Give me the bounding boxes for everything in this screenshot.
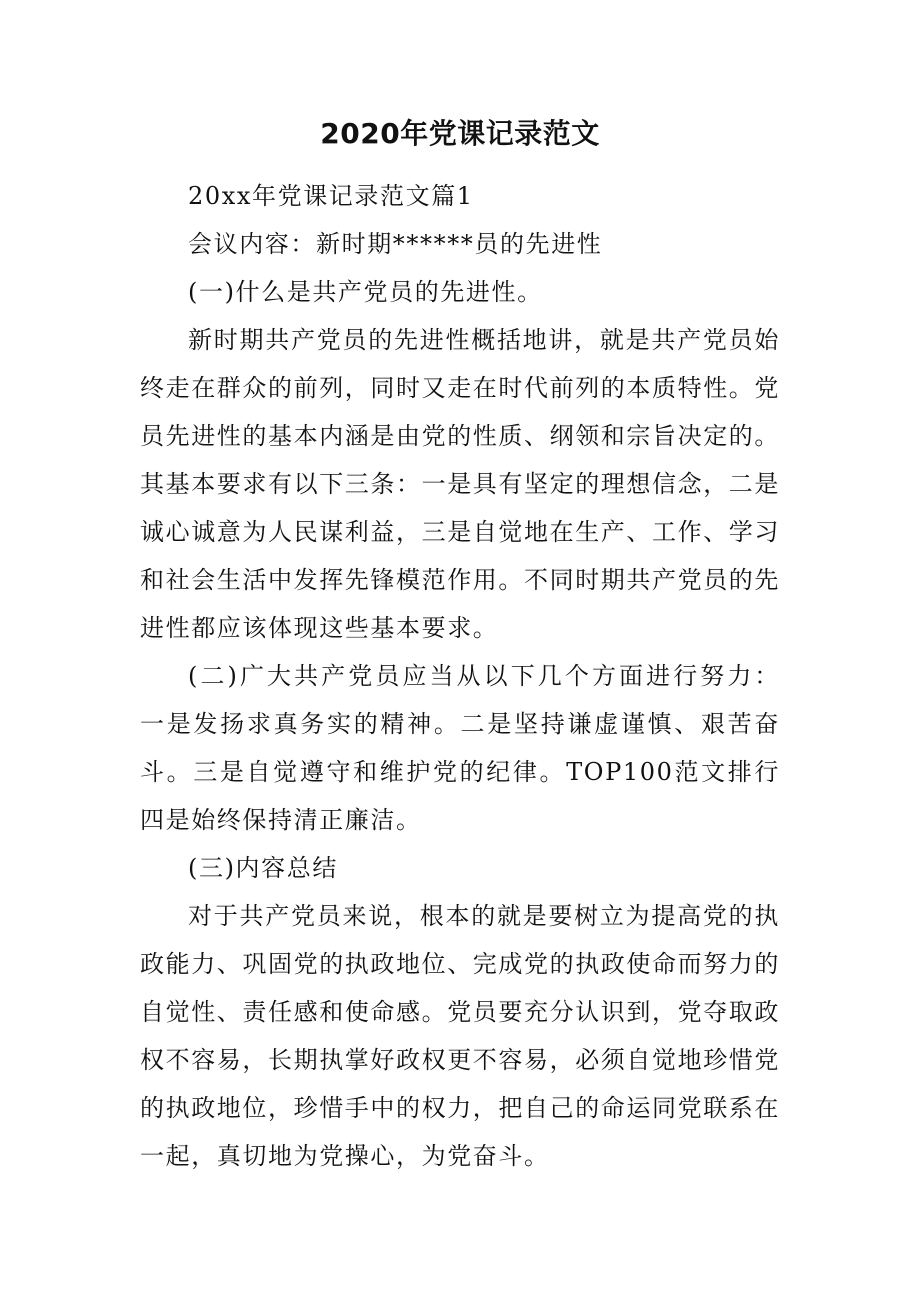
document-body (140, 172, 780, 1180)
section-heading: 20xx年党课记录范文篇1 (188, 182, 474, 210)
paragraph-summary: 对于共产党员来说，根本的就是要树立为提高党的执政能力、巩固党的执政地位、完成党的执政使命而努力的自觉性、责任感和使命感。党员要充分认识到，党夺取政权不容易，长期执掌好政权更不容易，必须自觉地珍惜党的执政地位，珍惜手中的权力，把自己的命运同党联系在一起，真切地为党操心，为党奋斗。 (140, 902, 780, 1170)
subheading-three: (三)内容总结 (188, 854, 338, 882)
paragraph-efforts: (二)广大共产党员应当从以下几个方面进行努力： 一是发扬求真务实的精神。二是坚持谦虚谨慎、艰苦奋斗。三是自觉遵守和维护党的纪律。TOP100范文排行四是始终保持清正廉洁。 (140, 662, 780, 834)
paragraph-advancement: 新时期共产党员的先进性概括地讲，就是共产党员始终走在群众的前列，同时又走在时代前列的本质特性。党员先进性的基本内涵是由党的性质、纲领和宗旨决定的。其基本要求有以下三条：一是具有坚定的理想信念，二是诚心诚意为人民谋利益，三是自觉地在生产、工作、学习和社会生活中发挥先锋模范作用。不同时期共产党员的先进性都应该体现这些基本要求。 (140, 326, 780, 642)
meeting-content-line: 会议内容：新时期******员的先进性 (188, 230, 603, 258)
document-title: 2020年党课记录范文 (320, 117, 600, 150)
subheading-one: (一)什么是共产党员的先进性。 (188, 278, 543, 306)
